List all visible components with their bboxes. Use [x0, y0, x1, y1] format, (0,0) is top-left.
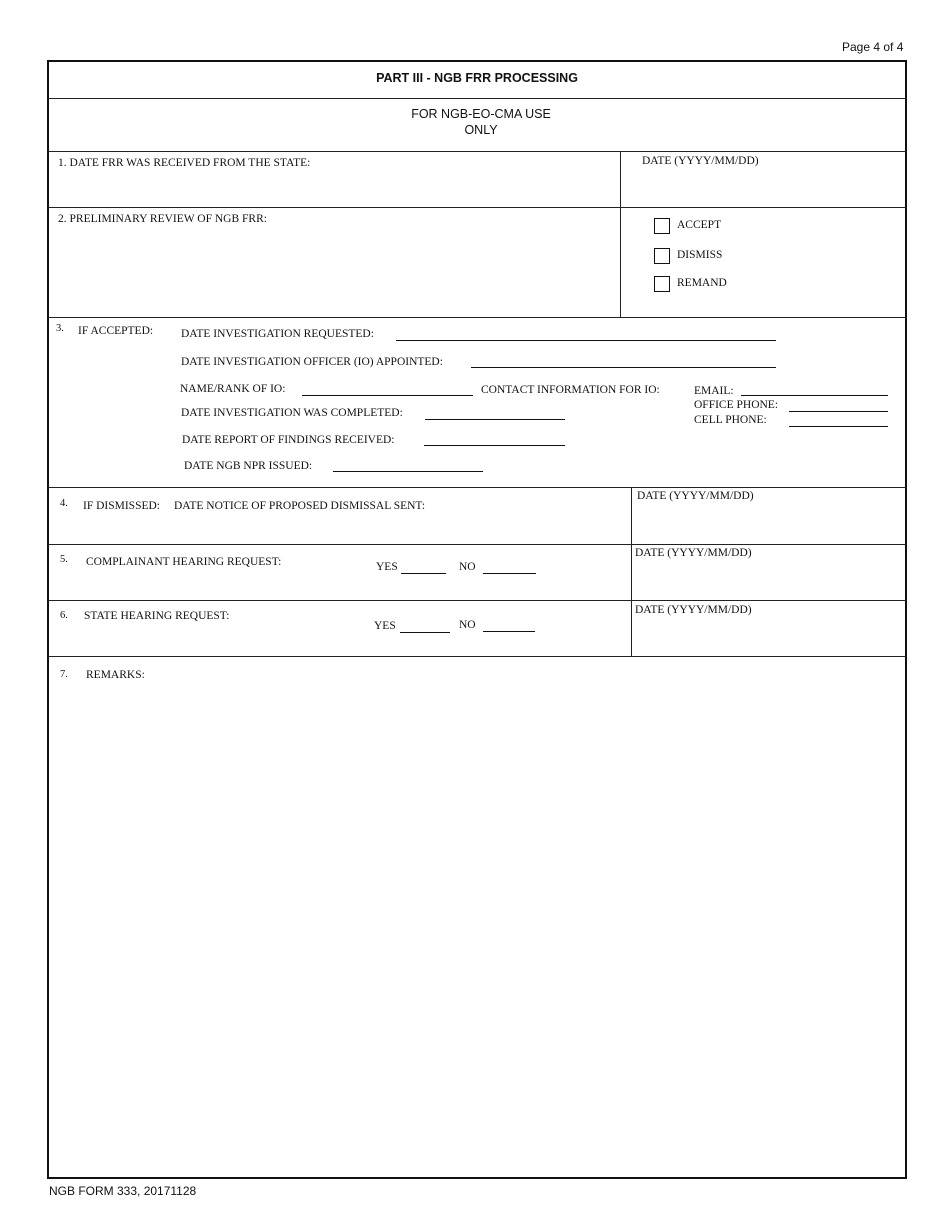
complainant-yes-field[interactable] [401, 559, 446, 573]
complainant-yes-label: YES [376, 561, 398, 573]
state-no-field[interactable] [483, 617, 535, 631]
state-no-line [483, 631, 535, 632]
dismiss-checkbox[interactable] [654, 248, 670, 264]
section1-label: 1. DATE FRR WAS RECEIVED FROM THE STATE: [58, 157, 311, 169]
name-rank-field[interactable] [302, 381, 473, 395]
dismissal-notice-label: DATE NOTICE OF PROPOSED DISMISSAL SENT: [174, 500, 426, 512]
accept-label: ACCEPT [677, 219, 722, 231]
divider [48, 656, 906, 657]
cell-phone-field[interactable] [789, 413, 888, 426]
use-restriction-line1: FOR NGB-EO-CMA USE [411, 107, 551, 121]
page-number: Page 4 of 4 [842, 40, 904, 54]
section3-number: 3. [56, 323, 64, 334]
email-line [741, 395, 888, 396]
section6-label: STATE HEARING REQUEST: [84, 610, 230, 622]
state-date-field[interactable] [634, 620, 904, 654]
dismissal-date-field[interactable] [634, 506, 904, 542]
name-rank-line [302, 395, 473, 396]
section6-date-label: DATE (YYYY/MM/DD) [635, 604, 752, 616]
inv-requested-label: DATE INVESTIGATION REQUESTED: [181, 328, 374, 340]
office-phone-line [789, 411, 888, 412]
office-phone-field[interactable] [789, 398, 888, 411]
cell-phone-line [789, 426, 888, 427]
section4-date-label: DATE (YYYY/MM/DD) [637, 490, 754, 502]
section1-date-label: DATE (YYYY/MM/DD) [642, 155, 759, 167]
state-yes-field[interactable] [400, 618, 450, 632]
contact-info-label: CONTACT INFORMATION FOR IO: [481, 384, 660, 396]
section7-number: 7. [60, 669, 68, 680]
accept-checkbox[interactable] [654, 218, 670, 234]
io-appointed-line [471, 367, 776, 368]
section2-label: 2. PRELIMINARY REVIEW OF NGB FRR: [58, 213, 267, 225]
frr-received-date-field[interactable] [623, 172, 904, 204]
io-appointed-field[interactable] [471, 353, 776, 367]
remarks-label: REMARKS: [86, 669, 145, 681]
state-yes-line [400, 632, 450, 633]
column-divider [620, 151, 621, 317]
column-divider [631, 487, 632, 656]
state-no-label: NO [459, 619, 476, 631]
inv-completed-label: DATE INVESTIGATION WAS COMPLETED: [181, 407, 403, 419]
divider [48, 544, 906, 545]
email-label: EMAIL: [694, 385, 734, 397]
remand-checkbox[interactable] [654, 276, 670, 292]
divider [48, 151, 906, 152]
frr-received-field[interactable] [50, 176, 618, 204]
inv-requested-line [396, 340, 776, 341]
section4-number: 4. [60, 498, 68, 509]
inv-completed-line [425, 419, 565, 420]
state-yes-label: YES [374, 620, 396, 632]
complainant-no-line [483, 573, 536, 574]
report-received-field[interactable] [424, 431, 565, 445]
section3-label: IF ACCEPTED: [78, 325, 154, 337]
divider [48, 207, 906, 208]
divider [48, 98, 906, 99]
section4-label: IF DISMISSED: [83, 500, 161, 512]
remarks-field[interactable] [52, 688, 902, 1174]
io-appointed-label: DATE INVESTIGATION OFFICER (IO) APPOINTED: [181, 356, 443, 368]
divider [48, 600, 906, 601]
npr-issued-label: DATE NGB NPR ISSUED: [184, 460, 313, 472]
npr-issued-field[interactable] [333, 457, 483, 471]
report-received-label: DATE REPORT OF FINDINGS RECEIVED: [182, 434, 395, 446]
use-restriction-line2: ONLY [464, 123, 498, 137]
form-part-title: PART III - NGB FRR PROCESSING [376, 71, 578, 85]
office-phone-label: OFFICE PHONE: [694, 399, 779, 411]
divider [48, 487, 906, 488]
dismiss-label: DISMISS [677, 249, 723, 261]
section6-number: 6. [60, 610, 68, 621]
form-footer-id: NGB FORM 333, 20171128 [49, 1184, 197, 1198]
complainant-no-label: NO [459, 561, 476, 573]
section5-number: 5. [60, 554, 68, 565]
section5-date-label: DATE (YYYY/MM/DD) [635, 547, 752, 559]
complainant-date-field[interactable] [634, 563, 904, 598]
remand-label: REMAND [677, 277, 727, 289]
inv-completed-field[interactable] [425, 405, 565, 419]
name-rank-label: NAME/RANK OF IO: [180, 383, 286, 395]
complainant-no-field[interactable] [483, 559, 536, 573]
email-field[interactable] [741, 381, 888, 395]
cell-phone-label: CELL PHONE: [694, 414, 767, 426]
inv-requested-field[interactable] [396, 326, 776, 340]
report-received-line [424, 445, 565, 446]
complainant-yes-line [401, 573, 446, 574]
section5-label: COMPLAINANT HEARING REQUEST: [86, 556, 282, 568]
divider [48, 317, 906, 318]
npr-issued-line [333, 471, 483, 472]
